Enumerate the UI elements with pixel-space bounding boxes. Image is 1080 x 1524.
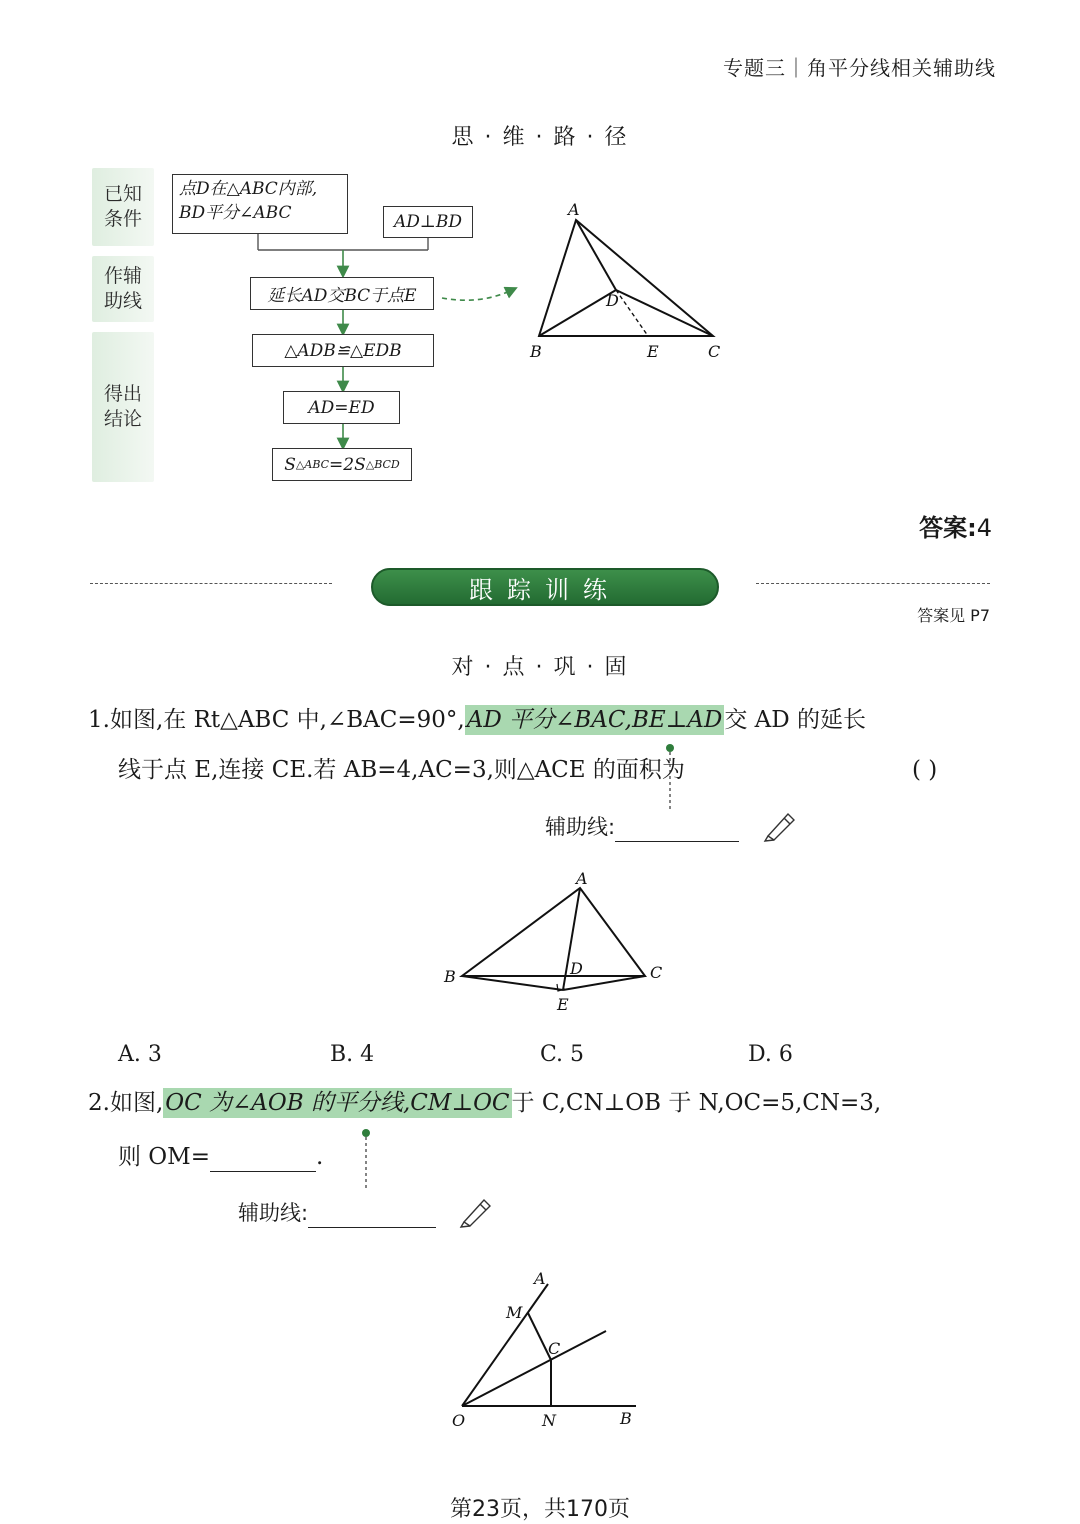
q2-answer-blank[interactable]: [210, 1145, 316, 1172]
area-mid: =2S: [329, 454, 366, 475]
q1-choice-b[interactable]: B. 4: [330, 1042, 375, 1067]
q1-answer-paren: ( ): [912, 757, 938, 783]
banner-divider-left: [90, 583, 332, 584]
q2-figure: [440, 1264, 650, 1434]
flow-step-extend: 延长AD交BC于点E: [250, 277, 434, 310]
q1-choice-a[interactable]: A. 3: [118, 1042, 162, 1067]
banner-divider-right: [756, 583, 990, 584]
q1-line2: 线于点 E,连接 CE.若 AB=4,AC=3,则△ACE 的面积为: [118, 757, 685, 783]
area-sub2: △BCD: [365, 458, 400, 471]
tab-given-label: 已知 条件: [103, 183, 142, 230]
flow-step-equal: AD=ED: [283, 391, 400, 424]
area-sub1: △ABC: [295, 458, 330, 471]
answer: [919, 508, 992, 543]
q2-aux-label: 辅助线:: [238, 1201, 309, 1225]
q2-line1: [88, 1088, 881, 1118]
page-header: 专题三｜角平分线相关辅助线: [723, 56, 996, 80]
q1-highlight: AD 平分∠BAC,BE⊥AD: [466, 707, 723, 733]
area-s1: S: [284, 454, 296, 475]
q2-fig-label-M: M: [506, 1303, 523, 1322]
page-footer: 第23页，共170页: [450, 1497, 630, 1522]
fig1-label-A: A: [568, 200, 580, 219]
q2-fig-label-B: B: [620, 1409, 632, 1428]
flow-given-2: AD⊥BD: [383, 206, 473, 238]
q1-number: 1.: [88, 707, 110, 733]
q2-pointer: [360, 1127, 372, 1193]
q2-text-post: 于 C,CN⊥OB 于 N,OC=5,CN=3,: [511, 1090, 882, 1116]
q1-aux-blank[interactable]: [615, 817, 739, 842]
q2-fig-label-N: N: [542, 1411, 556, 1430]
q2-line2: [118, 1142, 323, 1172]
answer-value: 4: [976, 514, 992, 542]
flow-given-1-line1: 点D在△ABC内部,: [179, 179, 318, 199]
q2-aux-blank[interactable]: [308, 1203, 436, 1228]
q2-aux-line: [238, 1198, 436, 1228]
q2-line2-pre: 则 OM=: [118, 1144, 210, 1170]
q1-pointer: [664, 742, 676, 812]
q1-fig-label-D: D: [570, 959, 583, 978]
flow-step-congruent: △ADB≌△EDB: [252, 334, 434, 367]
q1-aux-line: [545, 812, 739, 842]
q1-fig-label-A: A: [576, 869, 588, 888]
q1-figure: [440, 868, 670, 1018]
tracking-banner: 跟踪训练: [371, 568, 719, 606]
q1-text-pre: 如图,在 Rt△ABC 中,∠BAC=90°,: [109, 707, 465, 733]
q2-fig-label-C: C: [548, 1339, 561, 1358]
tab-conclusion-label: 得出 结论: [103, 383, 142, 430]
q2-text-pre: 如图,: [109, 1090, 164, 1116]
q1-fig-label-C: C: [650, 963, 663, 982]
q1-text-post: 交 AD 的延长: [724, 707, 867, 733]
flow-given-1: [172, 174, 348, 234]
answer-label: 答案:: [919, 514, 977, 542]
q1-fig-label-E: E: [557, 995, 569, 1014]
flow-step-area: [272, 448, 412, 481]
q2-highlight: OC 为∠AOB 的平分线,CM⊥OC: [165, 1090, 510, 1116]
thinking-path-title: 思 · 维 · 路 · 径: [451, 125, 629, 150]
answer-reference: 答案见 P7: [917, 606, 990, 625]
q1-pencil-icon: [762, 808, 798, 842]
q2-pencil-icon: [458, 1194, 494, 1228]
tab-aux-line-label: 作辅 助线: [103, 265, 142, 312]
q2-fig-label-O: O: [452, 1411, 466, 1430]
fig1-label-C: C: [708, 342, 721, 361]
q1-choice-c[interactable]: C. 5: [540, 1042, 585, 1067]
flow-given-1-line2: BD平分∠ABC: [179, 203, 292, 223]
fig1-label-E: E: [647, 342, 659, 361]
q2-number: 2.: [88, 1090, 110, 1116]
q2-line2-post: .: [316, 1144, 324, 1170]
q1-aux-label: 辅助线:: [545, 815, 616, 839]
practice-subtitle: 对 · 点 · 巩 · 固: [451, 655, 629, 680]
q1-line1: [88, 705, 866, 735]
q1-choice-d[interactable]: D. 6: [748, 1042, 793, 1067]
fig1-label-B: B: [530, 342, 542, 361]
q2-fig-label-A: A: [534, 1269, 546, 1288]
fig1-label-D: D: [606, 291, 619, 310]
thinking-triangle-figure: [520, 195, 740, 370]
q1-fig-label-B: B: [444, 967, 456, 986]
